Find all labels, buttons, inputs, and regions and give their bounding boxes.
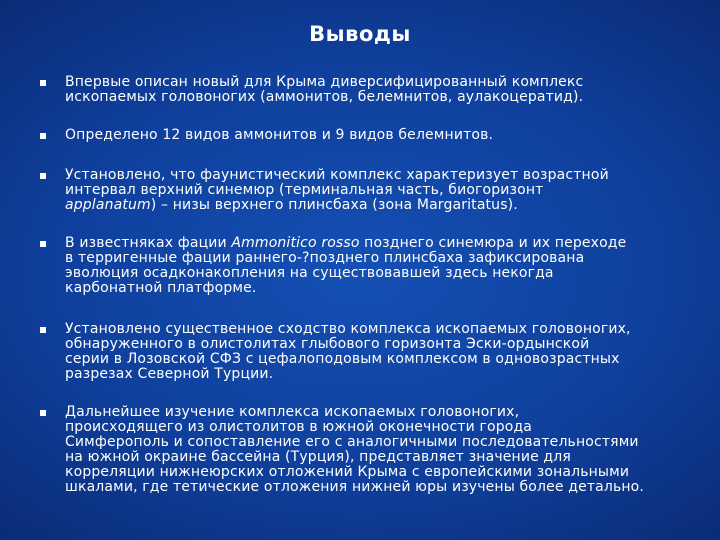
text-run: Установлено существенное сходство комплекса ископаемых головоногих, обнаруженного в олистолитах глыбового горизонта Эски-ордынской серии в Лозовской СФЗ с цефалоподовым комплексом в одновозрастных разрезах Северной Турции. [65, 321, 631, 382]
slide-title: Выводы [309, 22, 411, 46]
italic-term: applanatum [65, 197, 151, 213]
text-run: позднего синемюра и их переходе в терригенные фации раннего-?позднего плинсбаха зафиксирована эволюция осадконакопления на существовавшей здесь некогда карбонатной платформе. [65, 235, 627, 296]
text-run: В известняках фации [65, 235, 232, 251]
square-bullet-icon [40, 173, 46, 179]
square-bullet-icon [40, 410, 46, 416]
text-run: Определено 12 видов аммонитов и 9 видов белемнитов. [65, 127, 494, 143]
square-bullet-icon [40, 327, 46, 333]
text-run: Впервые описан новый для Крыма диверсифицированный комплекс ископаемых головоногих (аммонитов, белемнитов, аулакоцератид). [65, 74, 584, 105]
square-bullet-icon [40, 241, 46, 247]
bullet-text [65, 236, 707, 296]
italic-term: Ammonitico rosso [231, 235, 360, 251]
text-run: Установлено, что фаунистический комплекс характеризует возрастной интервал верхний синемюр (терминальная часть, биогоризонт [65, 167, 609, 198]
bullet-text [65, 405, 707, 495]
text-run: ) – низы верхнего плинсбаха (зона Margaritatus). [150, 197, 518, 213]
bullet-text [65, 75, 707, 105]
text-run: Дальнейшее изучение комплекса ископаемых головоногих, происходящего из олистолитов в южной оконечности города Симферополь и сопоставление его с аналогичными последовательностями на южной окраине бассейна (Турция), представляет значение для корреляции нижнеюрских отложений Крыма с европейскими зональными шкалами, где тетические отложения нижней юры изучены более детально. [65, 404, 644, 495]
bullet-text [65, 128, 707, 143]
bullet-text [65, 322, 707, 382]
square-bullet-icon [40, 133, 46, 139]
square-bullet-icon [40, 80, 46, 86]
bullet-text [65, 168, 707, 213]
